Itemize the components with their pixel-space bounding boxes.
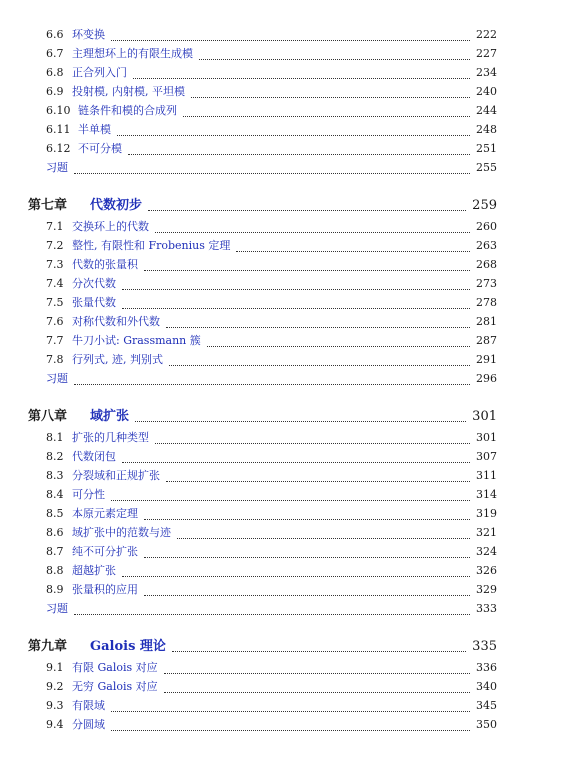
toc-entry-title-link[interactable]: 代数初步 [90, 198, 143, 213]
toc-entry-page-number: 340 [476, 680, 497, 693]
dot-leader [155, 231, 470, 233]
toc-entry-title-link[interactable]: 超越扩张 [72, 564, 116, 577]
toc-entry-page-number: 259 [472, 198, 497, 213]
toc-section-entry[interactable] [46, 448, 497, 466]
toc-section-entry[interactable] [46, 218, 497, 236]
toc-entry-number: 6.9 [46, 85, 64, 98]
dot-leader [164, 691, 470, 693]
toc-section-entry[interactable] [46, 716, 497, 734]
dot-leader [172, 650, 466, 652]
toc-entry-number: 7.7 [46, 334, 64, 347]
toc-entry-title-link[interactable]: 张量积的应用 [72, 583, 138, 596]
dot-leader [111, 39, 470, 41]
toc-section-entry[interactable] [46, 237, 497, 255]
toc-entry-title-link[interactable]: 扩张的几种类型 [72, 431, 149, 444]
dot-leader [144, 518, 470, 520]
toc-entry-number: 7.2 [46, 239, 64, 252]
dot-leader [117, 134, 470, 136]
toc-entry-title-link[interactable]: 分次代数 [72, 277, 116, 290]
toc-entry-page-number: 222 [476, 28, 497, 41]
toc-section-entry[interactable] [46, 275, 497, 293]
toc-section-entry[interactable] [46, 64, 497, 82]
toc-entry-page-number: 336 [476, 661, 497, 674]
toc-entry-page-number: 268 [476, 258, 497, 271]
toc-entry-page-number: 281 [476, 315, 497, 328]
toc-entry-page-number: 251 [476, 142, 497, 155]
toc-entry-number: 第七章 [28, 198, 68, 213]
toc-entry-title-link[interactable]: 正合列入门 [72, 66, 127, 79]
toc-entry-page-number: 263 [476, 239, 497, 252]
toc-entry-page-number: 234 [476, 66, 497, 79]
toc-entry-number: 6.8 [46, 66, 64, 79]
toc-entry-number: 7.8 [46, 353, 64, 366]
toc-entry-number: 8.2 [46, 450, 64, 463]
dot-leader [74, 613, 470, 615]
dot-leader [128, 153, 470, 155]
toc-section-entry[interactable] [46, 543, 497, 561]
toc-entry-title-link[interactable]: 牛刀小试: Grassmann 簇 [72, 334, 201, 347]
toc-section-entry[interactable] [46, 524, 497, 542]
toc-section-entry[interactable] [46, 83, 497, 101]
toc-entry-page-number: 291 [476, 353, 497, 366]
toc-entry-page-number: 333 [476, 602, 497, 615]
dot-leader [164, 672, 470, 674]
toc-entry-number: 7.4 [46, 277, 64, 290]
toc-entry-number: 6.10 [46, 104, 71, 117]
toc-entry-page-number: 240 [476, 85, 497, 98]
toc-entry-page-number: 311 [476, 469, 497, 482]
toc-section-entry[interactable] [46, 351, 497, 369]
toc-section-entry[interactable] [46, 600, 497, 618]
toc-chapter-entry[interactable] [28, 194, 497, 214]
toc-entry-number: 8.4 [46, 488, 64, 501]
toc-entry-title-link[interactable]: 本原元素定理 [72, 507, 138, 520]
toc-section-entry[interactable] [46, 121, 497, 139]
toc-entry-title-link[interactable]: 分圆域 [72, 718, 105, 731]
dot-leader [144, 594, 470, 596]
dot-leader [111, 499, 470, 501]
toc-entry-number: 第八章 [28, 409, 68, 424]
toc-section-entry[interactable] [46, 140, 497, 158]
toc-entry-page-number: 326 [476, 564, 497, 577]
toc-section-entry[interactable] [46, 505, 497, 523]
toc-entry-page-number: 301 [476, 431, 497, 444]
toc-entry-title-link[interactable]: 对称代数和外代数 [72, 315, 160, 328]
toc-entry-number: 7.1 [46, 220, 64, 233]
toc-entry-page-number: 301 [472, 409, 497, 424]
toc-entry-page-number: 321 [476, 526, 497, 539]
toc-entry-title-link[interactable]: Galois 理论 [90, 639, 166, 654]
toc-entry-title-link[interactable]: 无穷 Galois 对应 [72, 680, 158, 693]
dot-leader [183, 115, 470, 117]
dot-leader [135, 420, 466, 422]
dot-leader [74, 172, 470, 174]
toc-section-entry[interactable] [46, 562, 497, 580]
toc-entry-title-link[interactable]: 可分性 [72, 488, 105, 501]
toc-entry-number: 8.1 [46, 431, 64, 444]
toc-section-entry[interactable] [46, 332, 497, 350]
toc-entry-page-number: 227 [476, 47, 497, 60]
toc-entry-title-link[interactable]: 整性, 有限性和 Frobenius 定理 [72, 239, 231, 252]
toc-entry-page-number: 329 [476, 583, 497, 596]
toc-section-entry[interactable] [46, 697, 497, 715]
toc-entry-page-number: 273 [476, 277, 497, 290]
dot-leader [74, 383, 470, 385]
toc-section-entry[interactable] [46, 429, 497, 447]
toc-entry-title-link[interactable]: 链条件和模的合成列 [78, 104, 177, 117]
toc-entry-number: 6.7 [46, 47, 64, 60]
toc-section-entry[interactable] [46, 467, 497, 485]
toc-entry-page-number: 296 [476, 372, 497, 385]
toc-entry-page-number: 255 [476, 161, 497, 174]
toc-entry-title-link[interactable]: 域扩张 [90, 409, 130, 424]
toc-entry-title-link[interactable]: 域扩张中的范数与迹 [72, 526, 171, 539]
toc-entry-number: 7.5 [46, 296, 64, 309]
toc-entry-page-number: 260 [476, 220, 497, 233]
toc-entry-title-link[interactable]: 纯不可分扩张 [72, 545, 138, 558]
dot-leader [191, 96, 470, 98]
toc-section-entry[interactable] [46, 370, 497, 388]
dot-leader [133, 77, 470, 79]
toc-chapter-entry[interactable] [28, 635, 497, 655]
toc-chapter-entry[interactable] [28, 405, 497, 425]
toc-entry-number: 8.9 [46, 583, 64, 596]
toc-entry-number: 6.11 [46, 123, 71, 136]
toc-entry-title-link[interactable]: 行列式, 迹, 判别式 [72, 353, 163, 366]
toc-entry-number: 9.4 [46, 718, 64, 731]
dot-leader [111, 729, 470, 731]
toc-section-entry[interactable] [46, 102, 497, 120]
dot-leader [122, 307, 470, 309]
toc-entry-title-link[interactable]: 半单模 [78, 123, 111, 136]
dot-leader [144, 556, 470, 558]
dot-leader [166, 326, 470, 328]
toc-entry-number: 第九章 [28, 639, 68, 654]
toc-section-entry[interactable] [46, 659, 497, 677]
toc-section-entry[interactable] [46, 581, 497, 599]
toc-entry-title-link[interactable]: 分裂域和正规扩张 [72, 469, 160, 482]
toc-entry-title-link[interactable]: 习题 [46, 602, 68, 615]
dot-leader [122, 575, 470, 577]
toc-entry-title-link[interactable]: 不可分模 [78, 142, 122, 155]
toc-entry-page-number: 350 [476, 718, 497, 731]
toc-entry-page-number: 307 [476, 450, 497, 463]
toc-entry-title-link[interactable]: 投射模, 内射模, 平坦模 [72, 85, 185, 98]
dot-leader [155, 442, 470, 444]
toc-entry-number: 9.2 [46, 680, 64, 693]
dot-leader [166, 480, 470, 482]
toc-section-entry[interactable] [46, 159, 497, 177]
toc-entry-title-link[interactable]: 习题 [46, 161, 68, 174]
toc-entry-number: 8.6 [46, 526, 64, 539]
toc-entry-number: 8.5 [46, 507, 64, 520]
toc-entry-page-number: 335 [472, 639, 497, 654]
dot-leader [111, 710, 470, 712]
dot-leader [199, 58, 470, 60]
toc-entry-number: 8.8 [46, 564, 64, 577]
dot-leader [177, 537, 470, 539]
dot-leader [207, 345, 470, 347]
toc-entry-page-number: 324 [476, 545, 497, 558]
dot-leader [236, 250, 470, 252]
toc-entry-title-link[interactable]: 张量代数 [72, 296, 116, 309]
toc-entry-number: 8.7 [46, 545, 64, 558]
toc-section-entry[interactable] [46, 45, 497, 63]
toc-entry-title-link[interactable]: 主理想环上的有限生成模 [72, 47, 193, 60]
toc-entry-title-link[interactable]: 环变换 [72, 28, 105, 41]
toc-entry-title-link[interactable]: 有限域 [72, 699, 105, 712]
toc-entry-number: 6.6 [46, 28, 64, 41]
toc-entry-title-link[interactable]: 代数闭包 [72, 450, 116, 463]
toc-entry-page-number: 244 [476, 104, 497, 117]
toc-entry-page-number: 278 [476, 296, 497, 309]
toc-entry-page-number: 314 [476, 488, 497, 501]
dot-leader [148, 209, 466, 211]
toc-entry-number: 7.3 [46, 258, 64, 271]
toc-section-entry[interactable] [46, 294, 497, 312]
toc-entry-number: 6.12 [46, 142, 71, 155]
toc-entry-title-link[interactable]: 交换环上的代数 [72, 220, 149, 233]
dot-leader [169, 364, 470, 366]
toc-section-entry[interactable] [46, 313, 497, 331]
toc-section-entry[interactable] [46, 256, 497, 274]
dot-leader [122, 461, 470, 463]
toc-entry-number: 9.1 [46, 661, 64, 674]
toc-entry-page-number: 345 [476, 699, 497, 712]
dot-leader [122, 288, 470, 290]
toc-entry-number: 8.3 [46, 469, 64, 482]
toc-entry-number: 9.3 [46, 699, 64, 712]
toc-entry-page-number: 319 [476, 507, 497, 520]
toc-entry-title-link[interactable]: 习题 [46, 372, 68, 385]
toc-section-entry[interactable] [46, 26, 497, 44]
toc-section-entry[interactable] [46, 486, 497, 504]
toc-section-entry[interactable] [46, 678, 497, 696]
toc-entry-page-number: 248 [476, 123, 497, 136]
toc-entry-page-number: 287 [476, 334, 497, 347]
toc-entry-number: 7.6 [46, 315, 64, 328]
dot-leader [144, 269, 470, 271]
toc-entry-title-link[interactable]: 代数的张量积 [72, 258, 138, 271]
toc-entry-title-link[interactable]: 有限 Galois 对应 [72, 661, 158, 674]
